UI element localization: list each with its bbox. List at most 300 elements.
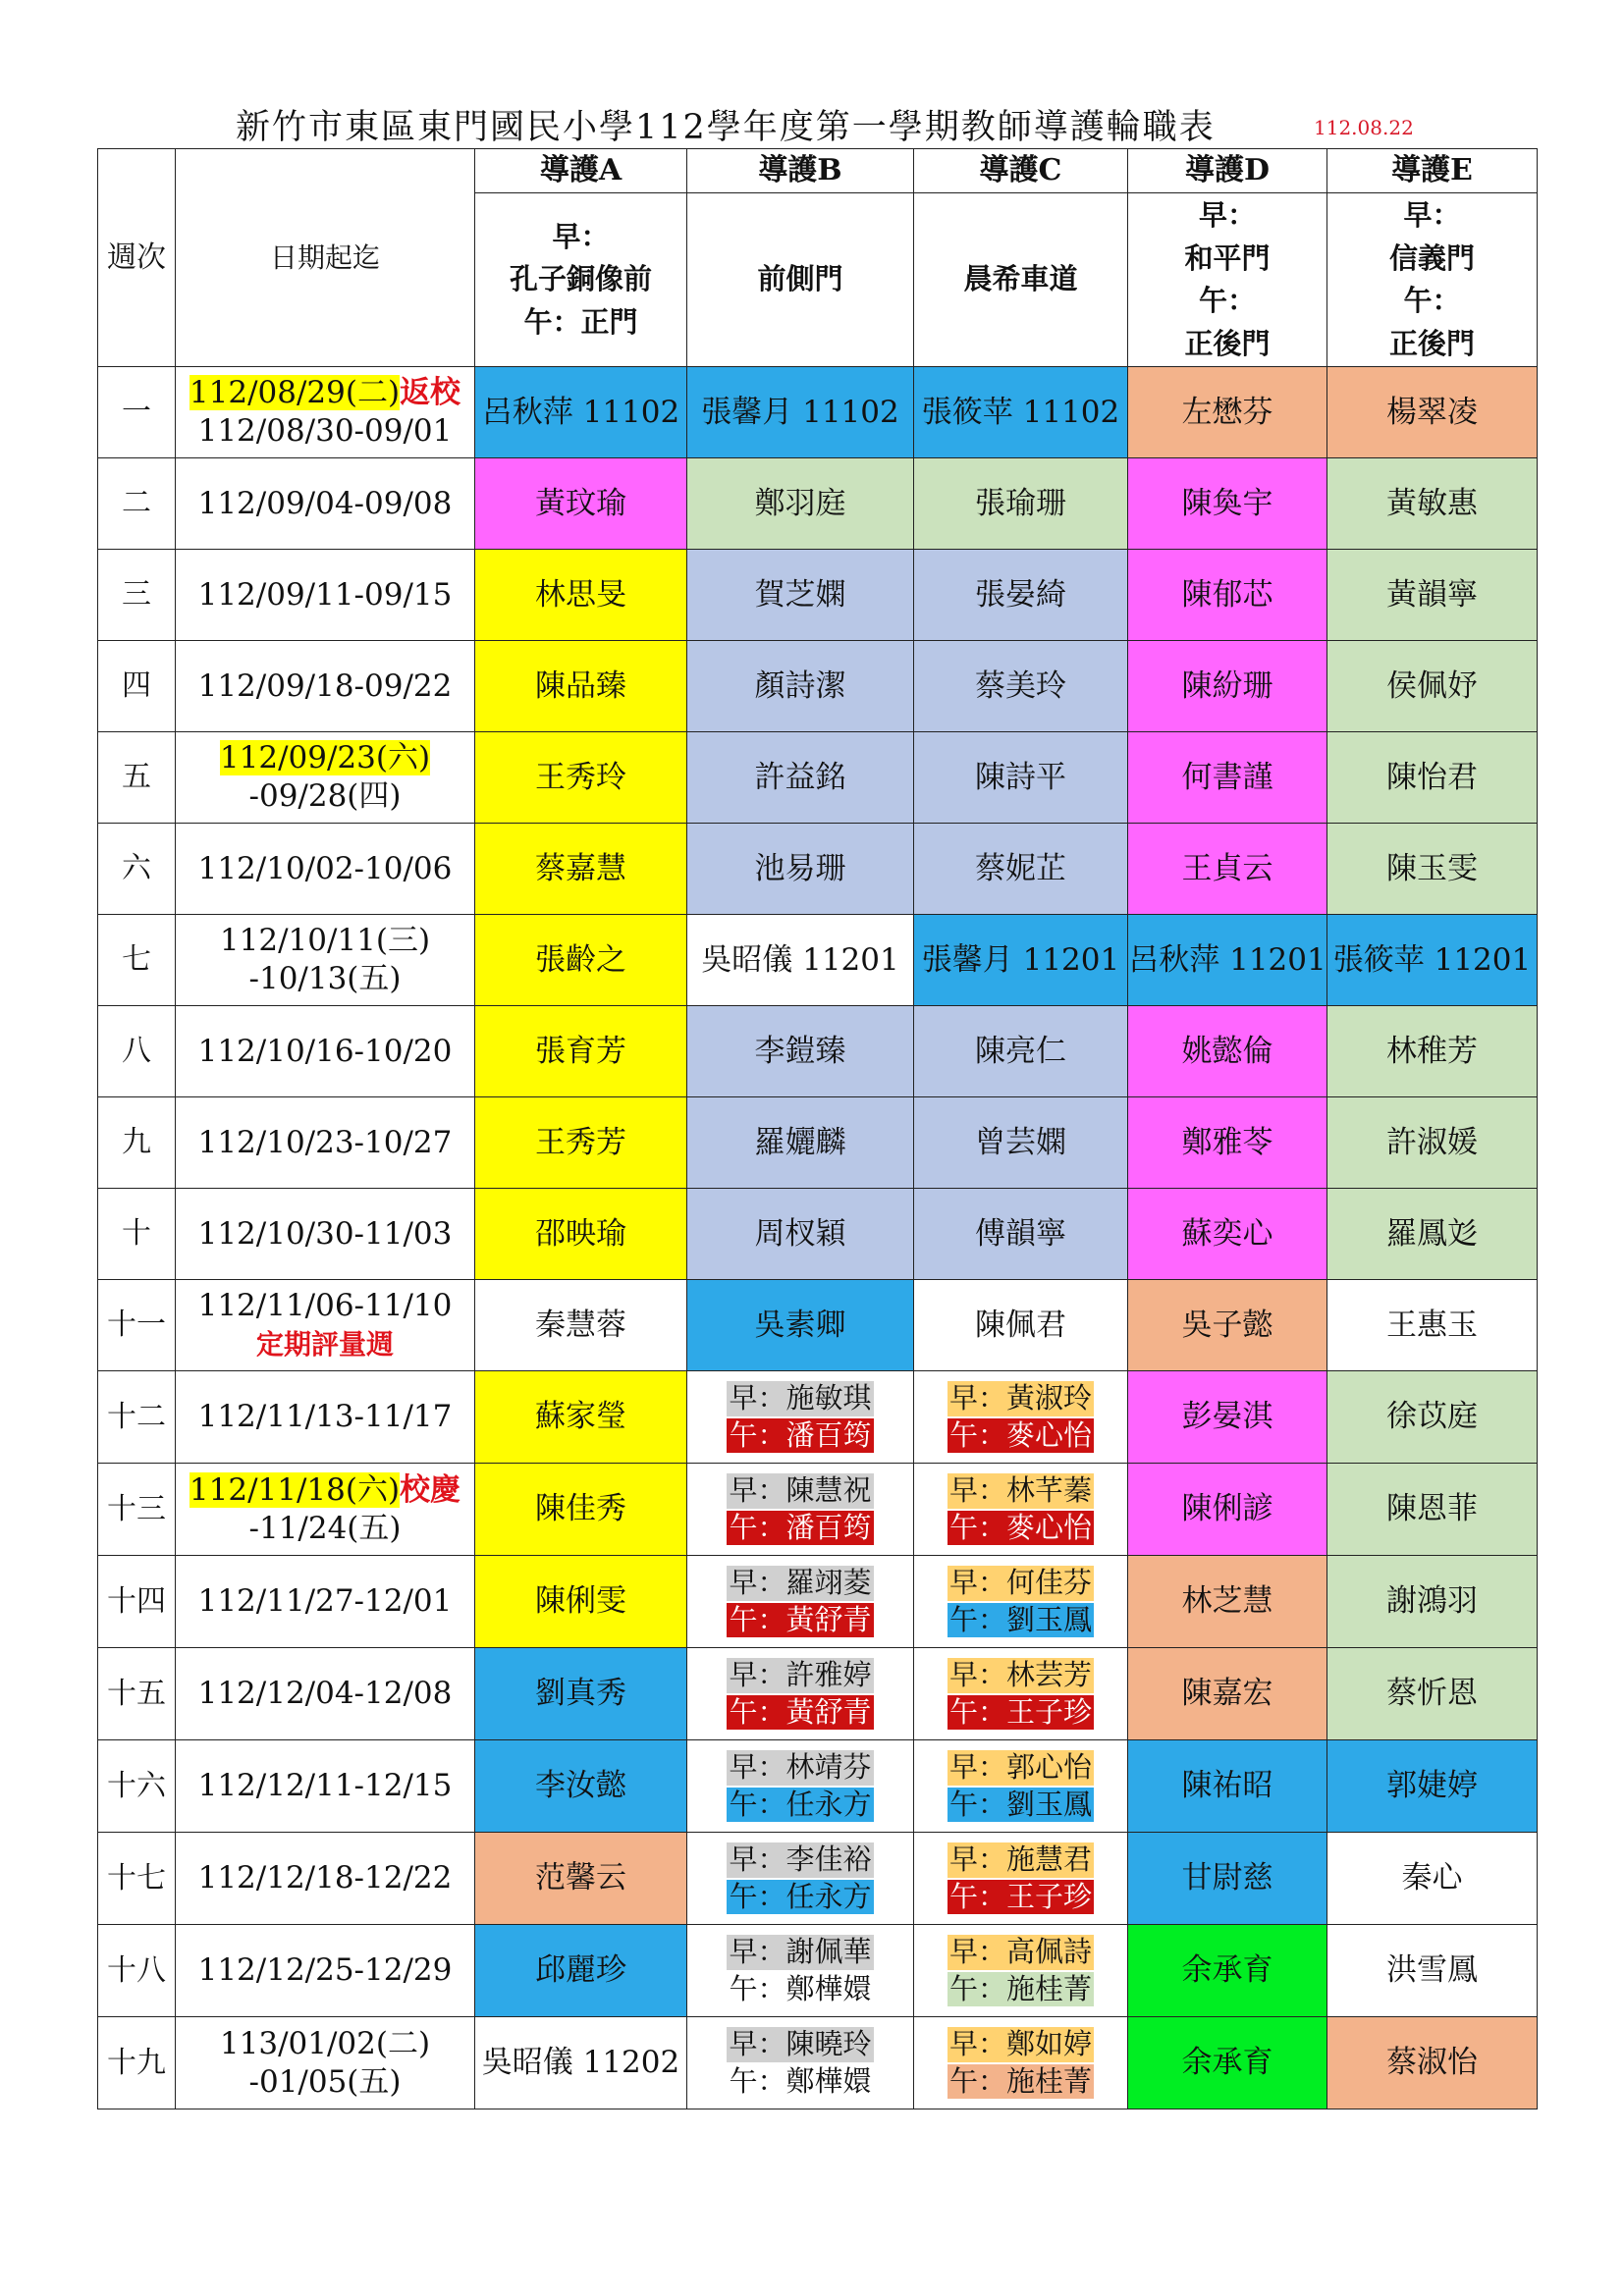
teacher-name: 侯佩妤 xyxy=(1386,667,1478,704)
table-row xyxy=(98,550,1538,641)
teacher-name: 陳恩菲 xyxy=(1386,1491,1478,1527)
guard-a-cell xyxy=(475,1371,687,1464)
teacher-name: 顏詩潔 xyxy=(754,667,846,704)
noon-teacher: 午：施桂菁 xyxy=(948,1971,1092,2005)
teacher-name: 秦慧蓉 xyxy=(535,1307,626,1343)
date-text: 校慶 xyxy=(400,1471,461,1508)
date-text: 返校 xyxy=(400,375,461,411)
table-row xyxy=(98,1280,1538,1371)
guard-e-cell xyxy=(1327,1648,1538,1740)
teacher-name: 黃玟瑜 xyxy=(535,485,626,521)
date-text: 112/11/13-11/17 xyxy=(197,1399,453,1435)
teacher-name: 曾芸嫻 xyxy=(975,1124,1066,1160)
date-text: 112/12/11-12/15 xyxy=(197,1768,453,1804)
guard-e-cell xyxy=(1327,1189,1538,1280)
table-row xyxy=(98,1833,1538,1925)
date-text: 112/11/18(六) xyxy=(189,1471,401,1508)
week-cell: 四 xyxy=(98,641,176,732)
table-row xyxy=(98,458,1538,550)
date-range-cell xyxy=(176,1648,475,1740)
morning-teacher: 早：林靖芬 xyxy=(729,1749,872,1784)
guard-b-cell xyxy=(687,641,914,732)
date-text: 112/12/04-12/08 xyxy=(197,1676,453,1712)
guard-d-cell xyxy=(1128,458,1327,550)
guard-d-cell xyxy=(1128,1371,1327,1464)
teacher-name: 陳品臻 xyxy=(535,667,626,704)
week-cell: 六 xyxy=(98,824,176,915)
teacher-name: 黃韻寧 xyxy=(1386,576,1478,613)
document-title-bar xyxy=(98,94,1532,153)
page-title: 新竹市東區東門國民小學112學年度第一學期教師導護輪職表 xyxy=(236,108,1216,147)
guard-d-cell xyxy=(1128,1833,1327,1925)
morning-teacher: 早：李佳裕 xyxy=(729,1842,872,1876)
week-cell: 七 xyxy=(98,915,176,1006)
date-text: 112/10/02-10/06 xyxy=(197,850,453,886)
week-cell: 十八 xyxy=(98,1925,176,2017)
table-row xyxy=(98,915,1538,1006)
morning-teacher: 早：羅翊菱 xyxy=(729,1565,872,1599)
week-cell: 八 xyxy=(98,1006,176,1097)
teacher-name: 吳子懿 xyxy=(1181,1307,1273,1343)
morning-teacher: 早：林芊蓁 xyxy=(948,1472,1092,1507)
date-range-cell xyxy=(176,367,475,458)
guard-d-cell xyxy=(1128,641,1327,732)
guard-d-cell xyxy=(1128,1006,1327,1097)
guard-e-cell xyxy=(1327,1371,1538,1464)
teacher-name: 陳怡君 xyxy=(1386,759,1478,795)
guard-b-cell xyxy=(687,2017,914,2109)
date-range-cell xyxy=(176,1556,475,1648)
guard-a-cell xyxy=(475,1925,687,2017)
teacher-name: 陳佳秀 xyxy=(535,1491,626,1527)
date-range-cell xyxy=(176,1925,475,2017)
table-row xyxy=(98,1464,1538,1556)
header-guard-b: 導護B xyxy=(687,149,914,193)
teacher-name: 甘尉慈 xyxy=(1181,1860,1273,1896)
guard-a-cell xyxy=(475,1280,687,1371)
table-row xyxy=(98,1189,1538,1280)
morning-teacher: 早：黃淑玲 xyxy=(948,1380,1092,1415)
teacher-name: 陳亮仁 xyxy=(975,1033,1066,1069)
guard-c-cell xyxy=(914,1371,1128,1464)
guard-b-cell xyxy=(687,1740,914,1833)
guard-d-cell xyxy=(1128,1740,1327,1833)
date-text: -11/24(五) xyxy=(248,1510,402,1546)
week-cell: 十 xyxy=(98,1189,176,1280)
teacher-name: 王秀玲 xyxy=(535,759,626,795)
guard-c-cell xyxy=(914,824,1128,915)
teacher-name: 張馨月 11102 xyxy=(701,394,899,430)
guard-b-cell xyxy=(687,367,914,458)
noon-teacher: 午：鄭樺嬛 xyxy=(729,1971,872,2005)
teacher-name: 陳紛珊 xyxy=(1181,667,1273,704)
teacher-name: 鄭雅苓 xyxy=(1181,1124,1273,1160)
date-text: 112/11/27-12/01 xyxy=(197,1583,453,1620)
guard-b-cell xyxy=(687,1280,914,1371)
teacher-name: 許益銘 xyxy=(754,759,846,795)
teacher-name: 張筱苹 11201 xyxy=(1332,941,1532,978)
date-range-cell xyxy=(176,732,475,824)
noon-teacher: 午：任永方 xyxy=(729,1787,872,1821)
noon-teacher: 午：麥心怡 xyxy=(948,1510,1092,1544)
guard-d-cell xyxy=(1128,1648,1327,1740)
guard-d-cell xyxy=(1128,550,1327,641)
guard-a-cell xyxy=(475,1464,687,1556)
noon-teacher: 午：任永方 xyxy=(729,1879,872,1913)
noon-teacher: 午：黃舒青 xyxy=(729,1602,872,1636)
guard-b-cell xyxy=(687,458,914,550)
teacher-name: 蘇奕心 xyxy=(1181,1215,1273,1252)
guard-a-cell xyxy=(475,1189,687,1280)
table-row xyxy=(98,2017,1538,2109)
guard-c-cell xyxy=(914,732,1128,824)
date-text: -01/05(五) xyxy=(248,2063,402,2100)
date-range-cell xyxy=(176,1740,475,1833)
week-cell: 十三 xyxy=(98,1464,176,1556)
table-row xyxy=(98,1097,1538,1189)
date-text: 112/10/11(三) xyxy=(219,923,431,959)
guard-d-cell xyxy=(1128,915,1327,1006)
header-dates: 日期起迄 xyxy=(176,149,475,367)
teacher-name: 羅鳳彣 xyxy=(1386,1215,1478,1252)
guard-d-cell xyxy=(1128,824,1327,915)
week-cell: 十五 xyxy=(98,1648,176,1740)
guard-e-cell xyxy=(1327,1925,1538,2017)
morning-teacher: 早：林芸芳 xyxy=(948,1657,1092,1691)
guard-b-cell xyxy=(687,1006,914,1097)
date-range-cell xyxy=(176,1280,475,1371)
teacher-name: 蔡美玲 xyxy=(975,667,1066,704)
teacher-name: 陳祐昭 xyxy=(1181,1768,1273,1804)
date-text: 113/01/02(二) xyxy=(219,2025,431,2061)
guard-e-cell xyxy=(1327,1556,1538,1648)
teacher-name: 蔡淑怡 xyxy=(1386,2045,1478,2081)
teacher-name: 王秀芳 xyxy=(535,1124,626,1160)
guard-e-cell xyxy=(1327,1833,1538,1925)
teacher-name: 陳俐諺 xyxy=(1181,1491,1273,1527)
guard-c-cell xyxy=(914,1280,1128,1371)
guard-c-cell xyxy=(914,2017,1128,2109)
guard-d-cell xyxy=(1128,1464,1327,1556)
teacher-name: 吳昭儀 11202 xyxy=(481,2045,680,2081)
guard-b-cell xyxy=(687,1464,914,1556)
guard-b-cell xyxy=(687,1371,914,1464)
teacher-name: 池易珊 xyxy=(754,850,846,886)
teacher-name: 吳素卿 xyxy=(754,1307,846,1343)
noon-teacher: 午：施桂菁 xyxy=(948,2063,1092,2098)
teacher-name: 何書謹 xyxy=(1181,759,1273,795)
guard-c-cell xyxy=(914,915,1128,1006)
guard-b-cell xyxy=(687,1925,914,2017)
date-range-cell xyxy=(176,1371,475,1464)
guard-e-cell xyxy=(1327,2017,1538,2109)
guard-a-cell xyxy=(475,2017,687,2109)
location-a: 早： 孔子銅像前 午：正門 xyxy=(475,193,687,367)
date-text: 112/09/23(六) xyxy=(219,740,431,776)
date-text: -10/13(五) xyxy=(248,961,402,996)
week-cell: 十四 xyxy=(98,1556,176,1648)
date-text: 112/09/18-09/22 xyxy=(197,667,453,704)
week-cell: 三 xyxy=(98,550,176,641)
guard-b-cell xyxy=(687,1189,914,1280)
date-range-cell xyxy=(176,1189,475,1280)
header-week: 週次 xyxy=(98,149,176,367)
teacher-name: 李汝懿 xyxy=(535,1768,626,1804)
guard-b-cell xyxy=(687,550,914,641)
teacher-name: 張瑜珊 xyxy=(975,485,1066,521)
date-text: 112/08/29(二) xyxy=(189,375,401,411)
location-b: 前側門 xyxy=(687,193,914,367)
teacher-name: 呂秋萍 11102 xyxy=(481,394,680,430)
guard-c-cell xyxy=(914,458,1128,550)
teacher-name: 陳郁芯 xyxy=(1181,576,1273,613)
table-row xyxy=(98,641,1538,732)
teacher-name: 張育芳 xyxy=(535,1033,626,1069)
teacher-name: 周杈穎 xyxy=(754,1215,846,1252)
teacher-name: 蔡忻恩 xyxy=(1386,1676,1478,1712)
guard-e-cell xyxy=(1327,824,1538,915)
guard-e-cell xyxy=(1327,915,1538,1006)
table-row xyxy=(98,1006,1538,1097)
morning-teacher: 早：施慧君 xyxy=(948,1842,1092,1876)
guard-b-cell xyxy=(687,732,914,824)
morning-teacher: 早：陳曉玲 xyxy=(729,2026,872,2060)
table-row xyxy=(98,732,1538,824)
noon-teacher: 午：潘百筠 xyxy=(729,1417,872,1452)
week-cell: 五 xyxy=(98,732,176,824)
teacher-name: 林芝慧 xyxy=(1181,1583,1273,1620)
teacher-name: 徐苡庭 xyxy=(1386,1399,1478,1435)
noon-teacher: 午：王子珍 xyxy=(948,1879,1092,1913)
date-range-cell xyxy=(176,1006,475,1097)
teacher-name: 彭晏淇 xyxy=(1181,1399,1273,1435)
guard-e-cell xyxy=(1327,641,1538,732)
guard-d-cell xyxy=(1128,1556,1327,1648)
revision-date: 112.08.22 xyxy=(1314,116,1414,139)
guard-c-cell xyxy=(914,1648,1128,1740)
guard-a-cell xyxy=(475,915,687,1006)
date-range-cell xyxy=(176,458,475,550)
noon-teacher: 午：麥心怡 xyxy=(948,1417,1092,1452)
date-text: 112/09/11-09/15 xyxy=(197,576,453,613)
guard-c-cell xyxy=(914,1925,1128,2017)
guard-a-cell xyxy=(475,367,687,458)
guard-b-cell xyxy=(687,915,914,1006)
noon-teacher: 午：劉玉鳳 xyxy=(948,1787,1092,1821)
morning-teacher: 早：許雅婷 xyxy=(729,1657,872,1691)
guard-e-cell xyxy=(1327,732,1538,824)
week-cell: 十二 xyxy=(98,1371,176,1464)
teacher-name: 陳詩平 xyxy=(975,759,1066,795)
week-cell: 十一 xyxy=(98,1280,176,1371)
guard-e-cell xyxy=(1327,367,1538,458)
header-guard-d: 導護D xyxy=(1128,149,1327,193)
morning-teacher: 早：郭心怡 xyxy=(948,1749,1092,1784)
table-row xyxy=(98,367,1538,458)
guard-a-cell xyxy=(475,732,687,824)
week-cell: 十七 xyxy=(98,1833,176,1925)
guard-a-cell xyxy=(475,458,687,550)
teacher-name: 洪雪鳳 xyxy=(1386,1952,1478,1989)
teacher-name: 邵映瑜 xyxy=(535,1215,626,1252)
guard-a-cell xyxy=(475,1556,687,1648)
teacher-name: 傅韻寧 xyxy=(975,1215,1066,1252)
guard-a-cell xyxy=(475,1833,687,1925)
date-text: 112/10/30-11/03 xyxy=(197,1215,453,1252)
guard-a-cell xyxy=(475,550,687,641)
teacher-name: 郭婕婷 xyxy=(1386,1768,1478,1804)
week-cell: 一 xyxy=(98,367,176,458)
guard-d-cell xyxy=(1128,367,1327,458)
location-c: 晨希車道 xyxy=(914,193,1128,367)
guard-c-cell xyxy=(914,1006,1128,1097)
guard-e-cell xyxy=(1327,1280,1538,1371)
morning-teacher: 早：謝佩華 xyxy=(729,1934,872,1968)
guard-a-cell xyxy=(475,1648,687,1740)
date-range-cell xyxy=(176,824,475,915)
table-row xyxy=(98,1371,1538,1464)
teacher-name: 許淑媛 xyxy=(1386,1124,1478,1160)
date-range-cell xyxy=(176,2017,475,2109)
guard-b-cell xyxy=(687,824,914,915)
guard-e-cell xyxy=(1327,1740,1538,1833)
guard-c-cell xyxy=(914,1740,1128,1833)
teacher-name: 王貞云 xyxy=(1181,850,1273,886)
guard-b-cell xyxy=(687,1648,914,1740)
teacher-name: 呂秋萍 11201 xyxy=(1128,941,1326,978)
date-text: 112/12/25-12/29 xyxy=(197,1952,453,1989)
location-e: 早： 信義門 午： 正後門 xyxy=(1327,193,1538,367)
header-guard-c: 導護C xyxy=(914,149,1128,193)
guard-c-cell xyxy=(914,550,1128,641)
date-text: 定期評量週 xyxy=(255,1328,394,1361)
noon-teacher: 午：劉玉鳳 xyxy=(948,1602,1092,1636)
guard-e-cell xyxy=(1327,1464,1538,1556)
guard-a-cell xyxy=(475,641,687,732)
teacher-name: 陳奐宇 xyxy=(1181,485,1273,521)
guard-a-cell xyxy=(475,1740,687,1833)
guard-d-cell xyxy=(1128,1925,1327,2017)
morning-teacher: 早：施敏琪 xyxy=(729,1380,872,1415)
guard-b-cell xyxy=(687,1833,914,1925)
guard-a-cell xyxy=(475,1006,687,1097)
guard-d-cell xyxy=(1128,2017,1327,2109)
date-text: 112/09/04-09/08 xyxy=(197,485,453,521)
duty-schedule-table xyxy=(97,148,1538,2109)
teacher-name: 左懋芬 xyxy=(1181,394,1273,430)
guard-e-cell xyxy=(1327,1097,1538,1189)
teacher-name: 張晏綺 xyxy=(975,576,1066,613)
header-guard-a: 導護A xyxy=(475,149,687,193)
teacher-name: 張齡之 xyxy=(535,941,626,978)
teacher-name: 姚懿倫 xyxy=(1181,1033,1273,1069)
date-range-cell xyxy=(176,1097,475,1189)
guard-c-cell xyxy=(914,1464,1128,1556)
teacher-name: 賀芝嫻 xyxy=(754,576,846,613)
noon-teacher: 午：黃舒青 xyxy=(729,1694,872,1729)
guard-d-cell xyxy=(1128,1280,1327,1371)
date-range-cell xyxy=(176,550,475,641)
date-text: 112/10/16-10/20 xyxy=(197,1033,453,1069)
teacher-name: 邱麗珍 xyxy=(535,1952,626,1989)
teacher-name: 吳昭儀 11201 xyxy=(701,941,899,978)
date-text: 112/08/30-09/01 xyxy=(197,413,453,449)
guard-c-cell xyxy=(914,1097,1128,1189)
noon-teacher: 午：潘百筠 xyxy=(729,1510,872,1544)
guard-d-cell xyxy=(1128,732,1327,824)
teacher-name: 黃敏惠 xyxy=(1386,485,1478,521)
week-cell: 十六 xyxy=(98,1740,176,1833)
guard-e-cell xyxy=(1327,458,1538,550)
guard-c-cell xyxy=(914,1556,1128,1648)
morning-teacher: 早：鄭如婷 xyxy=(948,2026,1092,2060)
date-range-cell xyxy=(176,641,475,732)
header-guard-e: 導護E xyxy=(1327,149,1538,193)
teacher-name: 范馨云 xyxy=(535,1860,626,1896)
teacher-name: 陳玉雯 xyxy=(1386,850,1478,886)
teacher-name: 李鎧臻 xyxy=(754,1033,846,1069)
location-d: 早： 和平門 午： 正後門 xyxy=(1128,193,1327,367)
teacher-name: 楊翠凌 xyxy=(1386,394,1478,430)
guard-b-cell xyxy=(687,1097,914,1189)
date-range-cell xyxy=(176,915,475,1006)
date-text: 112/12/18-12/22 xyxy=(197,1860,453,1896)
guard-c-cell xyxy=(914,1189,1128,1280)
table-row xyxy=(98,1740,1538,1833)
teacher-name: 羅孋麟 xyxy=(754,1124,846,1160)
week-cell: 二 xyxy=(98,458,176,550)
teacher-name: 林思旻 xyxy=(535,576,626,613)
teacher-name: 謝鴻羽 xyxy=(1386,1583,1478,1620)
guard-c-cell xyxy=(914,641,1128,732)
noon-teacher: 午：鄭樺嬛 xyxy=(729,2063,872,2098)
morning-teacher: 早：高佩詩 xyxy=(948,1934,1092,1968)
teacher-name: 陳嘉宏 xyxy=(1181,1676,1273,1712)
date-range-cell xyxy=(176,1833,475,1925)
teacher-name: 鄭羽庭 xyxy=(754,485,846,521)
guard-c-cell xyxy=(914,1833,1128,1925)
teacher-name: 蘇家瑩 xyxy=(535,1399,626,1435)
table-row xyxy=(98,1556,1538,1648)
teacher-name: 余承育 xyxy=(1181,1952,1273,1989)
table-row xyxy=(98,824,1538,915)
teacher-name: 蔡妮芷 xyxy=(975,850,1066,886)
guard-c-cell xyxy=(914,367,1128,458)
date-text: -09/28(四) xyxy=(248,778,402,814)
morning-teacher: 早：陳慧祝 xyxy=(729,1472,872,1507)
teacher-name: 陳俐雯 xyxy=(535,1583,626,1620)
teacher-name: 秦心 xyxy=(1401,1860,1463,1896)
teacher-name: 張馨月 11201 xyxy=(921,941,1120,978)
teacher-name: 張筱苹 11102 xyxy=(921,394,1120,430)
morning-teacher: 早：何佳芬 xyxy=(948,1565,1092,1599)
guard-e-cell xyxy=(1327,1006,1538,1097)
table-row xyxy=(98,1925,1538,2017)
guard-a-cell xyxy=(475,824,687,915)
guard-d-cell xyxy=(1128,1189,1327,1280)
teacher-name: 劉真秀 xyxy=(535,1676,626,1712)
guard-e-cell xyxy=(1327,550,1538,641)
noon-teacher: 午：王子珍 xyxy=(948,1694,1092,1729)
week-cell: 九 xyxy=(98,1097,176,1189)
teacher-name: 余承育 xyxy=(1181,2045,1273,2081)
date-text: 112/10/23-10/27 xyxy=(197,1124,453,1160)
guard-d-cell xyxy=(1128,1097,1327,1189)
date-text: 112/11/06-11/10 xyxy=(197,1288,453,1324)
table-body xyxy=(98,149,1538,2109)
teacher-name: 林稚芳 xyxy=(1386,1033,1478,1069)
date-range-cell xyxy=(176,1464,475,1556)
